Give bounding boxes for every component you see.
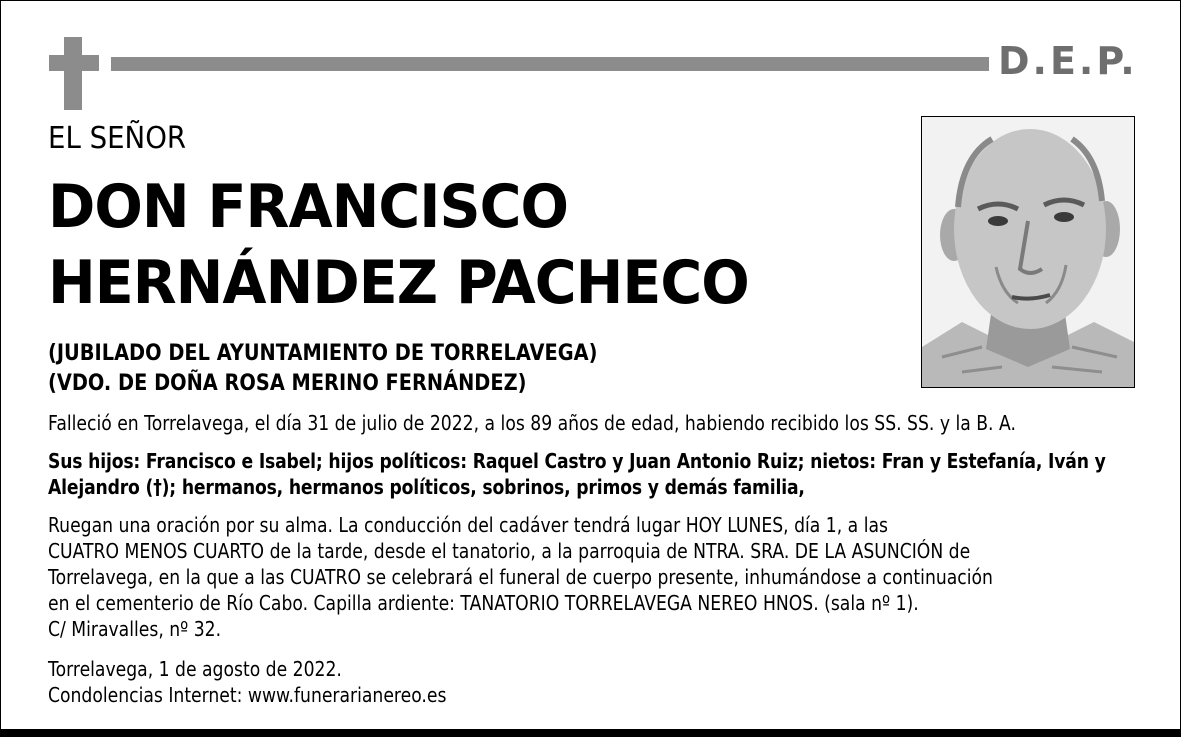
service-line: CUATRO MENOS CUARTO de la tarde, desde el tanatorio, a la parroquia de NTRA. SRA. DE LA ASUNCIÓN de: [48, 539, 971, 563]
footer: [48, 656, 1132, 708]
title-line-2: (VDO. DE DOÑA ROSA MERINO FERNÁNDEZ): [48, 371, 527, 396]
service-line: Ruegan una oración por su alma. La conducción del cadáver tendrá lugar HOY LUNES, día 1, a las: [48, 513, 888, 537]
cross-icon: [49, 37, 99, 110]
header-rule: [111, 57, 989, 71]
family-list: [48, 448, 1132, 500]
service-details: [48, 512, 1132, 642]
title-line-1: (JUBILADO DEL AYUNTAMIENTO DE TORRELAVEGA): [48, 341, 598, 366]
deceased-titles: [48, 339, 597, 399]
service-line: en el cementerio de Río Cabo. Capilla ardiente: TANATORIO TORRELAVEGA NEREO HNOS. (sala nº 1).: [48, 591, 919, 615]
family-line-1: Sus hijos: Francisco e Isabel; hijos políticos: Raquel Castro y Juan Antonio Ruiz; nietos: Fran y Estefanía, Iván y: [48, 449, 1106, 473]
honorific: EL SEÑOR: [48, 121, 187, 156]
family-line-2: Alejandro (†); hermanos, hermanos políticos, sobrinos, primos y demás familia,: [48, 475, 805, 499]
death-statement: Falleció en Torrelavega, el día 31 de julio de 2022, a los 89 años de edad, habiendo recibido los SS. SS. y la B. A.: [48, 411, 1016, 435]
name-line-2: HERNÁNDEZ PACHECO: [48, 248, 749, 318]
deceased-photo: [921, 116, 1135, 388]
service-line: Torrelavega, en la que a las CUATRO se celebrará el funeral de cuerpo presente, inhumándose a continuación: [48, 565, 993, 589]
bottom-rule: [1, 729, 1180, 736]
condolences-link[interactable]: Condolencias Internet: www.funerarianereo.es: [48, 683, 447, 707]
name-line-1: DON FRANCISCO: [48, 172, 569, 242]
place-date: Torrelavega, 1 de agosto de 2022.: [48, 657, 342, 681]
service-line: C/ Miravalles, nº 32.: [48, 617, 222, 641]
deceased-name: [48, 169, 749, 321]
dep-label: D.E.P.: [998, 39, 1138, 83]
